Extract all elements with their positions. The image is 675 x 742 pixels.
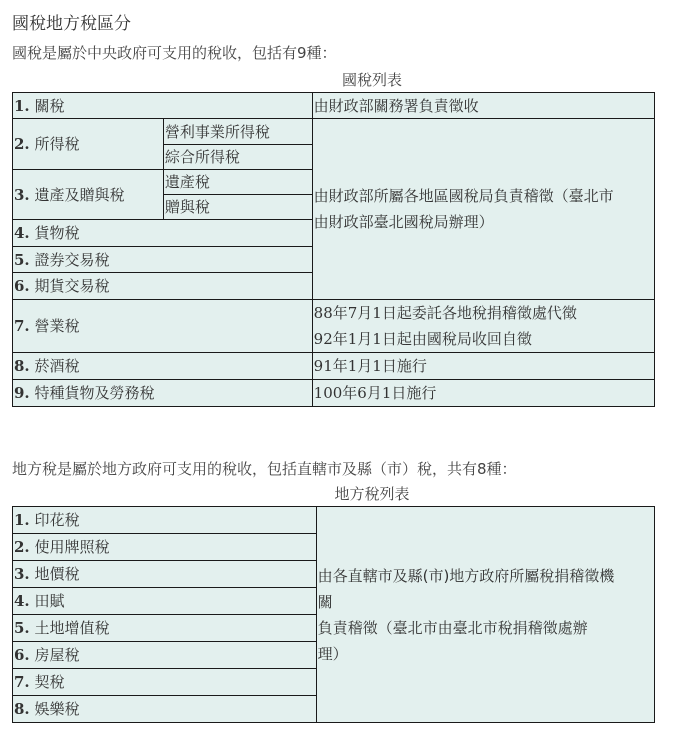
national-tax-intro: 國稅是屬於中央政府可支用的稅收，包括有9種： [12,44,337,62]
tax-name-cell: 4. 貨物稅 [13,220,313,247]
sub-tax-cell: 營利事業所得稅 [163,119,312,145]
tax-name-cell: 3. 遺產及贈與稅 [13,170,164,220]
local-tax-table [12,506,655,723]
table-row [13,119,655,145]
tax-name-cell: 7. 營業稅 [13,300,313,353]
national-tax-table-caption: 國稅列表 [341,71,402,89]
table-row [13,300,655,353]
sub-tax-cell: 贈與稅 [163,195,312,220]
page-title: 國稅地方稅區分 [12,14,131,34]
tax-name-cell: 9. 特種貨物及勞務稅 [13,380,313,407]
table-row [13,353,655,380]
local-tax-intro: 地方稅是屬於地方政府可支用的稅收，包括直轄市及縣（市）稅，共有8種： [12,460,517,478]
national-tax-table [12,92,655,407]
tax-name-cell: 1. 印花稅 [13,507,317,534]
tax-name-cell: 6. 房屋稅 [13,642,317,669]
sub-tax-cell: 遺產稅 [163,170,312,195]
tax-name-cell: 2. 所得稅 [13,119,164,170]
table-row [13,93,655,119]
tax-name-cell: 6. 期貨交易稅 [13,273,313,300]
tax-name-cell: 8. 娛樂稅 [13,696,317,723]
table-row [13,507,655,534]
table-row [13,380,655,407]
tax-desc-cell: 91年1月1日施行 [312,353,654,380]
tax-name-cell: 1. 關稅 [13,93,313,119]
tax-name-cell: 3. 地價稅 [13,561,317,588]
tax-name-cell: 5. 土地增值稅 [13,615,317,642]
tax-name-cell: 5. 證券交易稅 [13,247,313,273]
tax-desc-cell: 由財政部關務署負責徵收 [312,93,654,119]
tax-name-cell: 2. 使用牌照稅 [13,534,317,561]
shared-desc-cell: 由各直轄市及縣(市)地方政府所屬稅捐稽徵機 關 負責稽徵（臺北市由臺北市稅捐稽徵處辦 理） [316,507,654,723]
sub-tax-cell: 綜合所得稅 [163,145,312,170]
tax-name-cell: 7. 契稅 [13,669,317,696]
tax-name-cell: 8. 菸酒稅 [13,353,313,380]
tax-desc-cell: 88年7月1日起委託各地稅捐稽徵處代徵 92年1月1日起由國稅局收回自徵 [312,300,654,353]
tax-desc-cell: 100年6月1日施行 [312,380,654,407]
tax-name-cell: 4. 田賦 [13,588,317,615]
local-tax-table-caption: 地方稅列表 [334,485,410,503]
shared-desc-cell: 由財政部所屬各地區國稅局負責稽徵（臺北市 由財政部臺北國稅局辦理） [312,119,654,300]
